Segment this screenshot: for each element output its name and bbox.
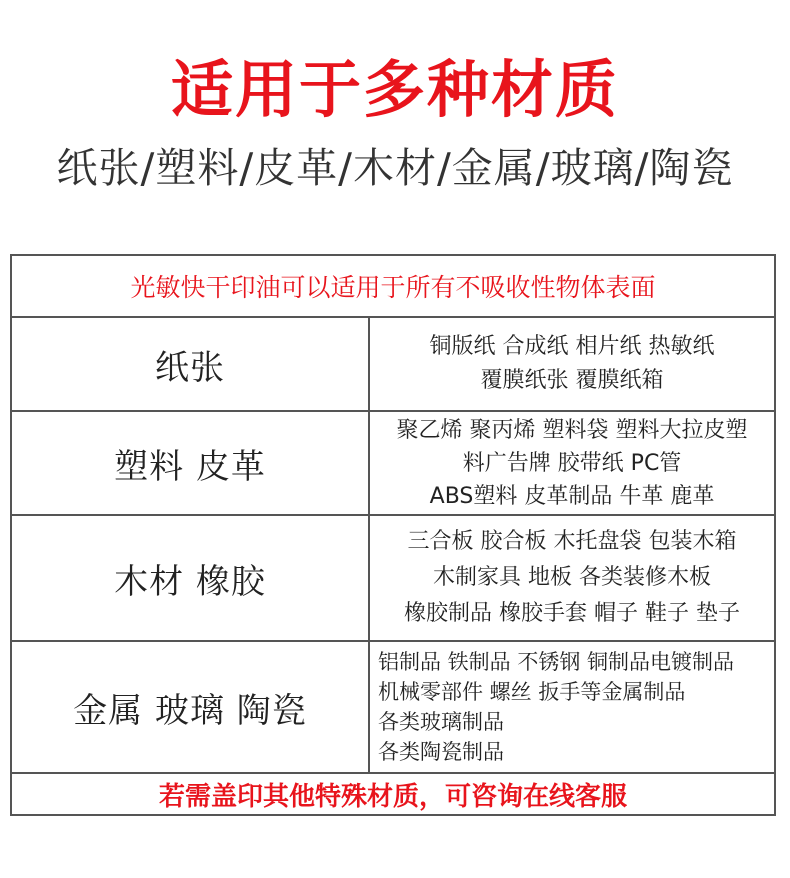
items-line: 橡胶制品 橡胶手套 帽子 鞋子 垫子 [404, 601, 740, 626]
items-line: 覆膜纸张 覆膜纸箱 [480, 368, 664, 393]
table-row-wood-rubber [12, 516, 774, 642]
items-line: 各类陶瓷制品 [378, 740, 504, 764]
items-line: 铜版纸 合成纸 相片纸 热敏纸 [429, 334, 715, 359]
items-line: 各类玻璃制品 [378, 710, 504, 734]
items-line: 三合板 胶合板 木托盘袋 包装木箱 [407, 529, 737, 554]
items-cell [370, 642, 774, 772]
items-line: 料广告牌 胶带纸 PC管 [462, 450, 682, 476]
items-line: ABS塑料 皮革制品 牛革 鹿革 [429, 483, 715, 509]
items-line: 机械零部件 螺丝 扳手等金属制品 [378, 680, 686, 704]
table-row-metal-glass-ceramic [12, 642, 774, 774]
items-cell [370, 516, 774, 640]
items-cell [370, 318, 774, 410]
category-cell: 木材 橡胶 [12, 516, 370, 640]
table-footer: 若需盖印其他特殊材质，可咨询在线客服 [158, 781, 627, 812]
items-cell [370, 412, 774, 514]
table-row-paper [12, 318, 774, 412]
category-cell: 纸张 [12, 318, 370, 410]
materials-table [10, 254, 776, 816]
items-line: 聚乙烯 聚丙烯 塑料袋 塑料大拉皮塑 [396, 417, 748, 443]
page-title: 适用于多种材质 [170, 53, 619, 126]
category-cell: 塑料 皮革 [12, 412, 370, 514]
category-cell: 金属 玻璃 陶瓷 [12, 642, 370, 772]
materials-subtitle: 纸张/塑料/皮革/木材/金属/玻璃/陶瓷 [56, 144, 734, 192]
items-line: 铝制品 铁制品 不锈钢 铜制品电镀制品 [378, 650, 735, 674]
table-row-plastic-leather [12, 412, 774, 516]
items-line: 木制家具 地板 各类装修木板 [433, 565, 711, 590]
table-header: 光敏快干印油可以适用于所有不吸收性物体表面 [12, 256, 774, 318]
